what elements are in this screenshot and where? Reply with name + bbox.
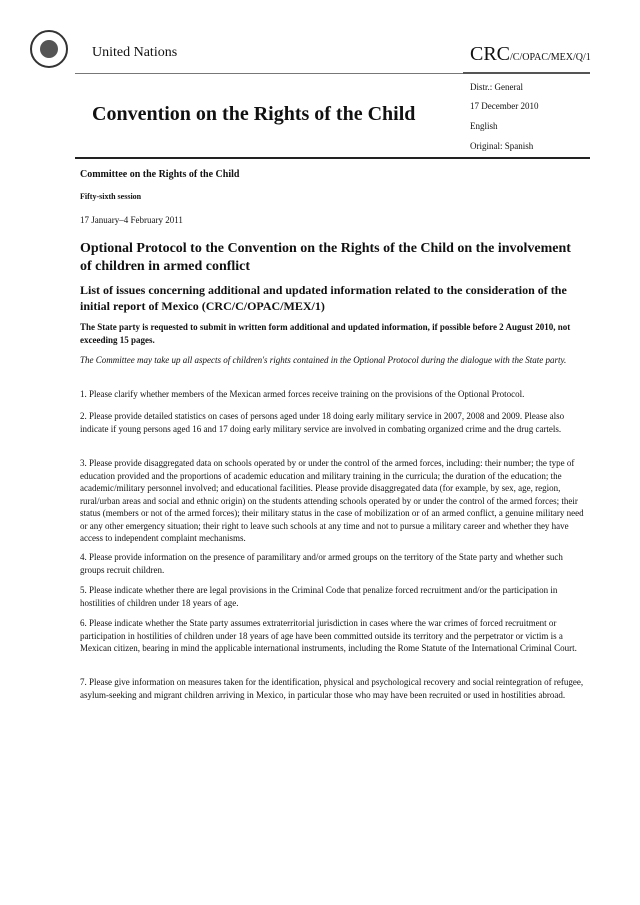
title-rule [75, 157, 590, 159]
list-item: 7. Please give information on measures taken for the identification, physical and psychological recovery and social reintegration of refugee, asylum-seeking and migrant children arriving in Mexico, in particular those who may have been recruited or used in hostilities abroad. [80, 677, 584, 700]
protocol-title: Optional Protocol to the Convention on the Rights of the Child on the involvement of children in armed conflict [80, 241, 571, 274]
committee-name: Committee on the Rights of the Child [80, 169, 240, 180]
un-emblem-icon [30, 30, 68, 68]
committee-note: The Committee may take up all aspects of children's rights contained in the Optional Protocol during the dialogue with the State party. [80, 355, 567, 365]
original-language: Original: Spanish [470, 141, 534, 151]
list-item: 6. Please indicate whether the State party assumes extraterritorial jurisdiction in cases where the war crimes of forced recruitment or participation in hostilities of children under 18 years of age have been committed outside its territory and the perpetrator or victim is a Mexican citizen, bearing in mind the applicable international instruments, including the Rome Statute of the International Criminal Court. [80, 618, 577, 653]
list-item: 3. Please provide disaggregated data on schools operated by or under the control of the armed forces, including: their number; the type of education provided and the proportions of academic education and military training in the curricula; the duration of the education; the academic/military personnel involved; and educational facilities. Please provide disaggregated data (for example, by sex, age, region, rural/urban areas and social and ethnic origin) on the students attending schools operated by or under the control of the armed forces; their status (members or not of the armed forces); their military status in the case of mobilization or of an armed conflict, a genuine military need or any other emergency situation; their right to leave such schools at any time and not to pursue a military career and whether they have access to independent complaint mechanisms. [80, 458, 584, 543]
page-title: Convention on the Rights of the Child [92, 103, 416, 125]
list-item: 5. Please indicate whether there are legal provisions in the Criminal Code that penalize forced recruitment and/or the participation in hostilities of children under 18 years of age. [80, 585, 558, 608]
distribution: Distr.: General [470, 82, 523, 92]
list-item: 2. Please provide detailed statistics on cases of persons aged under 18 doing early military service in 2007, 2008 and 2009. Please also indicate if young persons aged 16 and 17 doing early military service are involved in combating organized crime and the drug cartels. [80, 411, 565, 434]
list-item: 4. Please provide information on the presence of paramilitary and/or armed groups on the territory of the State party and whether such groups recruit children. [80, 552, 563, 575]
language: English [470, 121, 498, 131]
issue-date: 17 December 2010 [470, 101, 539, 111]
document-symbol [470, 43, 591, 66]
org-name: United Nations [92, 45, 178, 60]
session: Fifty-sixth session [80, 192, 142, 201]
list-item: 1. Please clarify whether members of the Mexican armed forces receive training on the provisions of the Optional Protocol. [80, 389, 525, 399]
list-title: List of issues concerning additional and updated information related to the consideration of the initial report of Mexico (CRC/C/OPAC/MEX/1) [80, 283, 567, 313]
request-text: The State party is requested to submit in written form additional and updated information, if possible before 2 August 2010, not exceeding 15 pages. [80, 322, 571, 345]
session-dates: 17 January–4 February 2011 [80, 215, 183, 225]
symbol-main: CRC [470, 43, 511, 65]
header-rule-right [463, 72, 590, 74]
symbol-sub: /C/OPAC/MEX/Q/1 [510, 52, 591, 63]
